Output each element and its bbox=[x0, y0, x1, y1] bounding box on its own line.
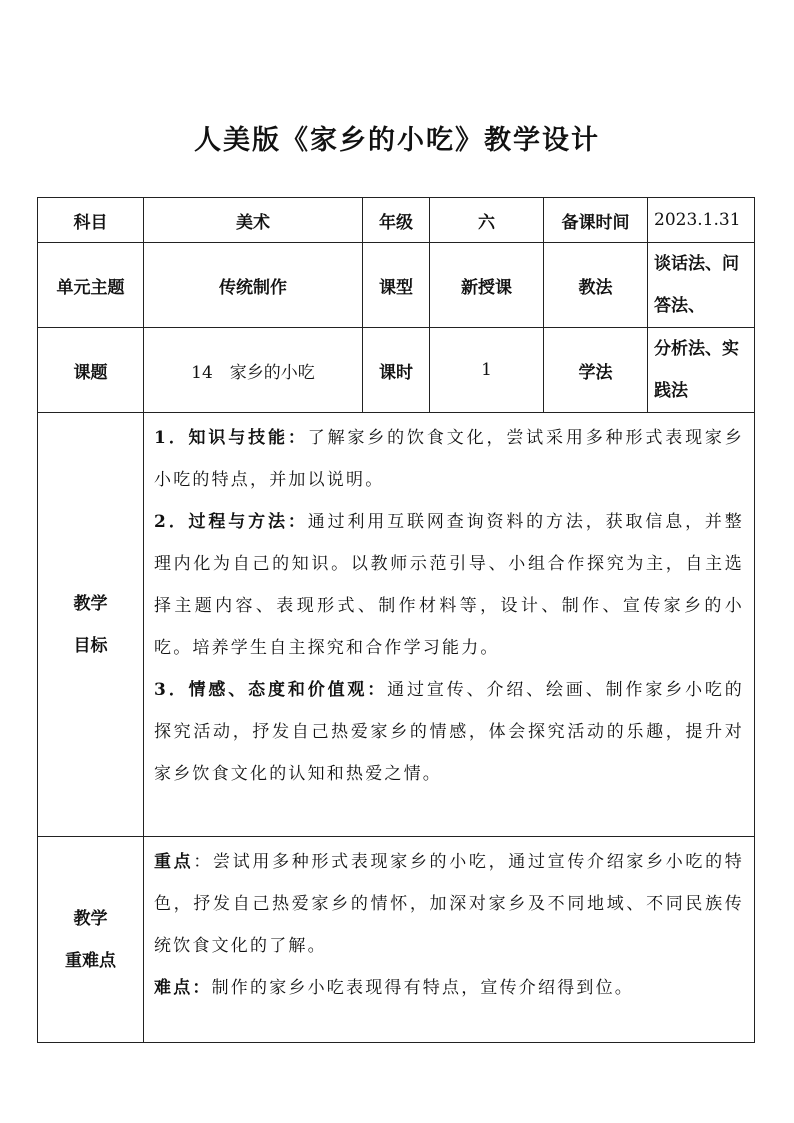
goal-text: 了解家乡的饮食文化，尝试采用多种形式表现家乡小吃的特点，并加以说明。 bbox=[154, 428, 744, 490]
teaching-method-label: 教法 bbox=[544, 243, 648, 328]
hours-label: 课时 bbox=[363, 328, 430, 413]
goal-heading: 1．知识与技能： bbox=[154, 428, 308, 448]
goal-item bbox=[154, 669, 744, 795]
lesson-value: 14 家乡的小吃 bbox=[144, 328, 363, 413]
keypoints-label-line2: 重难点 bbox=[65, 950, 116, 971]
goal-item bbox=[154, 417, 744, 501]
goal-heading: 3．情感、态度和价值观： bbox=[154, 680, 388, 700]
keypoints-label bbox=[38, 837, 144, 1043]
table-row-lesson bbox=[38, 328, 755, 413]
focus-text: ：尝试用多种形式表现家乡的小吃，通过宣传介绍家乡小吃的特色，抒发自己热爱家乡的情怀，加深对家乡及不同地域、不同民族传统饮食文化的了解。 bbox=[154, 852, 744, 956]
grade-label: 年级 bbox=[363, 198, 430, 243]
goals-content bbox=[144, 413, 755, 837]
focus-heading: 重点 bbox=[154, 852, 194, 872]
subject-label: 科目 bbox=[38, 198, 144, 243]
keypoints-label-line1: 教学 bbox=[73, 908, 108, 929]
difficulty-item bbox=[154, 967, 744, 1009]
prep-time-value: 2023.1.31 bbox=[648, 198, 755, 243]
focus-item bbox=[154, 841, 744, 967]
difficulty-heading: 难点： bbox=[154, 978, 212, 998]
unit-value: 传统制作 bbox=[144, 243, 363, 328]
lesson-type-value: 新授课 bbox=[430, 243, 544, 328]
prep-time-label: 备课时间 bbox=[544, 198, 648, 243]
goal-item bbox=[154, 501, 744, 669]
unit-label: 单元主题 bbox=[38, 243, 144, 328]
goals-label-line1: 教学 bbox=[73, 593, 108, 614]
lesson-type-label: 课型 bbox=[363, 243, 430, 328]
goals-label bbox=[38, 413, 144, 837]
goal-text: 通过利用互联网查询资料的方法，获取信息，并整理内化为自己的知识。以教师示范引导、小组合作探究为主，自主选择主题内容、表现形式、制作材料等，设计、制作、宣传家乡的小吃。培养学生自主探究和合作学习能力。 bbox=[154, 512, 744, 658]
lesson-label: 课题 bbox=[38, 328, 144, 413]
teaching-method-value: 谈话法、问答法、 bbox=[648, 243, 755, 328]
table-row-subject bbox=[38, 198, 755, 243]
goal-text: 通过宣传、介绍、绘画、制作家乡小吃的探究活动，抒发自己热爱家乡的情感，体会探究活动的乐趣，提升对家乡饮食文化的认知和热爱之情。 bbox=[154, 680, 744, 784]
hours-value: 1 bbox=[430, 328, 544, 413]
lesson-plan-table bbox=[37, 197, 755, 1043]
difficulty-text: 制作的家乡小吃表现得有特点，宣传介绍得到位。 bbox=[211, 978, 635, 998]
table-row-keypoints bbox=[38, 837, 755, 1043]
subject-value: 美术 bbox=[144, 198, 363, 243]
learning-method-label: 学法 bbox=[544, 328, 648, 413]
learning-method-value: 分析法、实践法 bbox=[648, 328, 755, 413]
keypoints-content bbox=[144, 837, 755, 1043]
grade-value: 六 bbox=[430, 198, 544, 243]
document-title: 人美版《家乡的小吃》教学设计 bbox=[194, 125, 600, 156]
goals-label-line2: 目标 bbox=[73, 635, 108, 656]
table-row-unit bbox=[38, 243, 755, 328]
goal-heading: 2．过程与方法： bbox=[154, 512, 308, 532]
table-row-goals bbox=[38, 413, 755, 837]
